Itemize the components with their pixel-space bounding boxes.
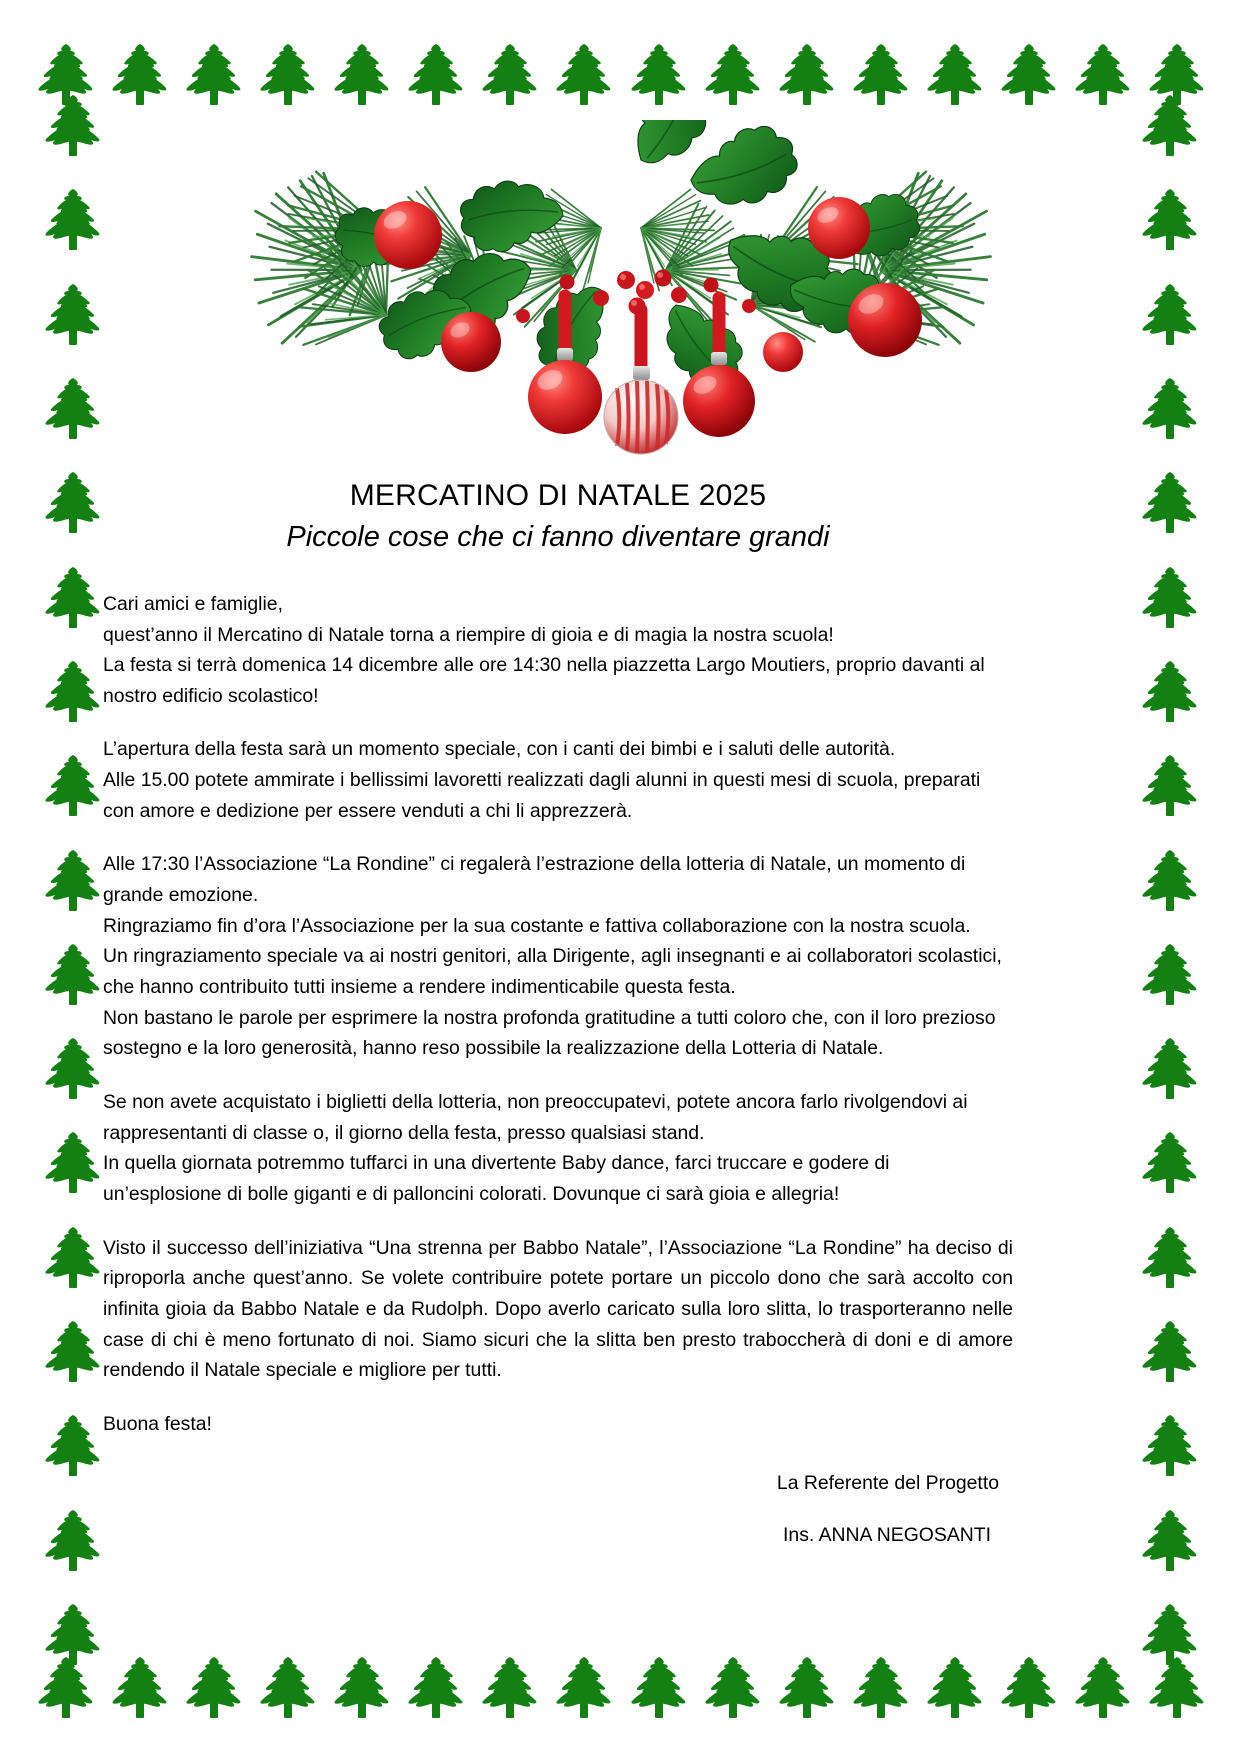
document-content xyxy=(103,478,1013,1551)
christmas-tree-icon xyxy=(109,1655,171,1719)
christmas-tree-icon xyxy=(702,1655,764,1719)
christmas-tree-icon xyxy=(42,565,104,629)
christmas-tree-icon xyxy=(183,1655,245,1719)
christmas-tree-icon xyxy=(1139,1508,1201,1572)
paragraph-opening xyxy=(103,734,1013,826)
christmas-tree-icon xyxy=(1139,565,1201,629)
christmas-tree-icon xyxy=(479,1655,541,1719)
crafts-line: Alle 15.00 potete ammirate i bellissimi lavoretti realizzati dagli alunni in questi mesi di scuola, preparati con amore e dedizione per essere venduti a chi li apprezzerà. xyxy=(103,769,981,822)
christmas-tree-icon xyxy=(42,1508,104,1572)
christmas-tree-icon xyxy=(924,42,986,106)
christmas-tree-icon xyxy=(924,1655,986,1719)
christmas-tree-icon xyxy=(42,1319,104,1383)
christmas-tree-icon xyxy=(35,42,97,106)
christmas-tree-icon xyxy=(628,42,690,106)
christmas-tree-icon xyxy=(42,470,104,534)
paragraph-greeting xyxy=(103,589,1013,712)
christmas-tree-icon xyxy=(42,1413,104,1477)
paragraph-tickets-activities xyxy=(103,1087,1013,1210)
header-decoration xyxy=(171,120,1071,465)
christmas-tree-icon xyxy=(42,93,104,157)
christmas-tree-icon xyxy=(1139,848,1201,912)
christmas-tree-icon xyxy=(42,282,104,346)
christmas-tree-icon xyxy=(42,376,104,440)
christmas-tree-icon xyxy=(850,42,912,106)
christmas-tree-icon xyxy=(1139,1319,1201,1383)
intro-line: quest’anno il Mercatino di Natale torna a riempire di gioia e di magia la nostra scuola! xyxy=(103,623,834,646)
page-title: MERCATINO DI NATALE 2025 xyxy=(349,479,767,512)
christmas-tree-icon xyxy=(998,42,1060,106)
activities-line: In quella giornata potremmo tuffarci in una divertente Baby dance, farci truccare e godere di un’esplosione di bolle giganti e di palloncini colorati. Dovunque ci sarà gioia e allegria! xyxy=(103,1152,890,1205)
christmas-tree-icon xyxy=(257,1655,319,1719)
association-thanks-line: Ringraziamo fin d’ora l’Associazione per la sua costante e fattiva collaborazione con la nostra scuola. xyxy=(103,914,971,937)
event-details-line: La festa si terrà domenica 14 dicembre alle ore 14:30 nella piazzetta Largo Moutiers, proprio davanti al nostro edificio scolastico! xyxy=(103,654,985,707)
special-thanks-line: Un ringraziamento speciale va ai nostri genitori, alla Dirigente, agli insegnanti e ai collaboratori scolastici, che hanno contribuito tutti insieme a rendere indimenticabile questa festa. xyxy=(103,945,1002,999)
christmas-tree-icon xyxy=(42,942,104,1006)
tree-border-top xyxy=(40,42,1203,106)
christmas-tree-icon xyxy=(776,42,838,106)
christmas-tree-icon xyxy=(42,848,104,912)
christmas-tree-icon xyxy=(1139,1130,1201,1194)
gratitude-line: Non bastano le parole per esprimere la nostra profonda gratitudine a tutti coloro che, con il loro prezioso sostegno e la loro generosità, hanno reso possibile la realizzazione della Lotteria di Natale. xyxy=(103,1006,996,1060)
christmas-tree-icon xyxy=(628,1655,690,1719)
christmas-tree-icon xyxy=(42,1225,104,1289)
christmas-tree-icon xyxy=(1139,1225,1201,1289)
paragraph-strenna-initiative: Visto il successo dell’iniziativa “Una strenna per Babbo Natale”, l’Associazione “La Rondine” ha deciso di riproporla anche quest’anno. Se volete contribuire potete portare un piccolo dono che sarà accolto con infinita gioia da Babbo Natale e da Rudolph. Dopo averlo caricato sulla loro slitta, lo trasporteranno nelle case di chi è meno fortunato di noi. Siamo sicuri che la slitta ben presto traboccherà di doni e di amore rendendo il Natale speciale e migliore per tutti. xyxy=(103,1236,1013,1382)
christmas-tree-icon xyxy=(998,1655,1060,1719)
christmas-tree-icon xyxy=(1139,376,1201,440)
christmas-tree-icon xyxy=(850,1655,912,1719)
paragraph-closing: Buona festa! xyxy=(103,1412,212,1435)
christmas-tree-icon xyxy=(183,42,245,106)
christmas-tree-icon xyxy=(1139,187,1201,251)
christmas-tree-icon xyxy=(1139,470,1201,534)
christmas-tree-icon xyxy=(405,42,467,106)
christmas-tree-icon xyxy=(702,42,764,106)
christmas-tree-icon xyxy=(331,42,393,106)
christmas-tree-icon xyxy=(1072,1655,1134,1719)
paragraph-lottery-thanks xyxy=(103,849,1013,1064)
tree-border-left xyxy=(42,100,104,1659)
christmas-tree-icon xyxy=(553,42,615,106)
signature-name: Ins. ANNA NEGOSANTI xyxy=(783,1524,991,1547)
signature-block xyxy=(103,1468,1013,1551)
greeting-line: Cari amici e famiglie, xyxy=(103,592,283,615)
christmas-tree-icon xyxy=(109,42,171,106)
tickets-line: Se non avete acquistato i biglietti della lotteria, non preoccupatevi, potete ancora farlo rivolgendovi ai rappresentanti di classe o, il giorno della festa, presso qualsiasi stand. xyxy=(103,1091,968,1144)
christmas-tree-icon xyxy=(553,1655,615,1719)
christmas-tree-icon xyxy=(1146,1655,1208,1719)
christmas-tree-icon xyxy=(1139,282,1201,346)
christmas-tree-icon xyxy=(1139,93,1201,157)
christmas-tree-icon xyxy=(42,659,104,723)
christmas-tree-icon xyxy=(1139,1602,1201,1666)
signature-role: La Referente del Progetto xyxy=(776,1471,999,1494)
page-subtitle: Piccole cose che ci fanno diventare grandi xyxy=(286,520,830,553)
christmas-tree-icon xyxy=(42,1602,104,1666)
christmas-tree-icon xyxy=(331,1655,393,1719)
christmas-tree-icon xyxy=(479,42,541,106)
christmas-tree-icon xyxy=(1146,42,1208,106)
lottery-draw-line: Alle 17:30 l’Associazione “La Rondine” ci regalerà l’estrazione della lotteria di Natale, un momento di grande emozione. xyxy=(103,853,966,907)
christmas-tree-icon xyxy=(776,1655,838,1719)
christmas-tree-icon xyxy=(405,1655,467,1719)
christmas-tree-icon xyxy=(1139,942,1201,1006)
christmas-tree-icon xyxy=(42,753,104,817)
christmas-tree-icon xyxy=(35,1655,97,1719)
christmas-tree-icon xyxy=(42,187,104,251)
christmas-tree-icon xyxy=(1139,753,1201,817)
tree-border-bottom xyxy=(40,1655,1203,1719)
tree-border-right xyxy=(1139,100,1201,1659)
christmas-tree-icon xyxy=(1072,42,1134,106)
christmas-tree-icon xyxy=(42,1036,104,1100)
christmas-tree-icon xyxy=(257,42,319,106)
christmas-tree-icon xyxy=(1139,659,1201,723)
christmas-tree-icon xyxy=(1139,1413,1201,1477)
opening-line: L’apertura della festa sarà un momento speciale, con i canti dei bimbi e i saluti delle autorità. xyxy=(103,738,896,761)
christmas-tree-icon xyxy=(1139,1036,1201,1100)
christmas-tree-icon xyxy=(42,1130,104,1194)
